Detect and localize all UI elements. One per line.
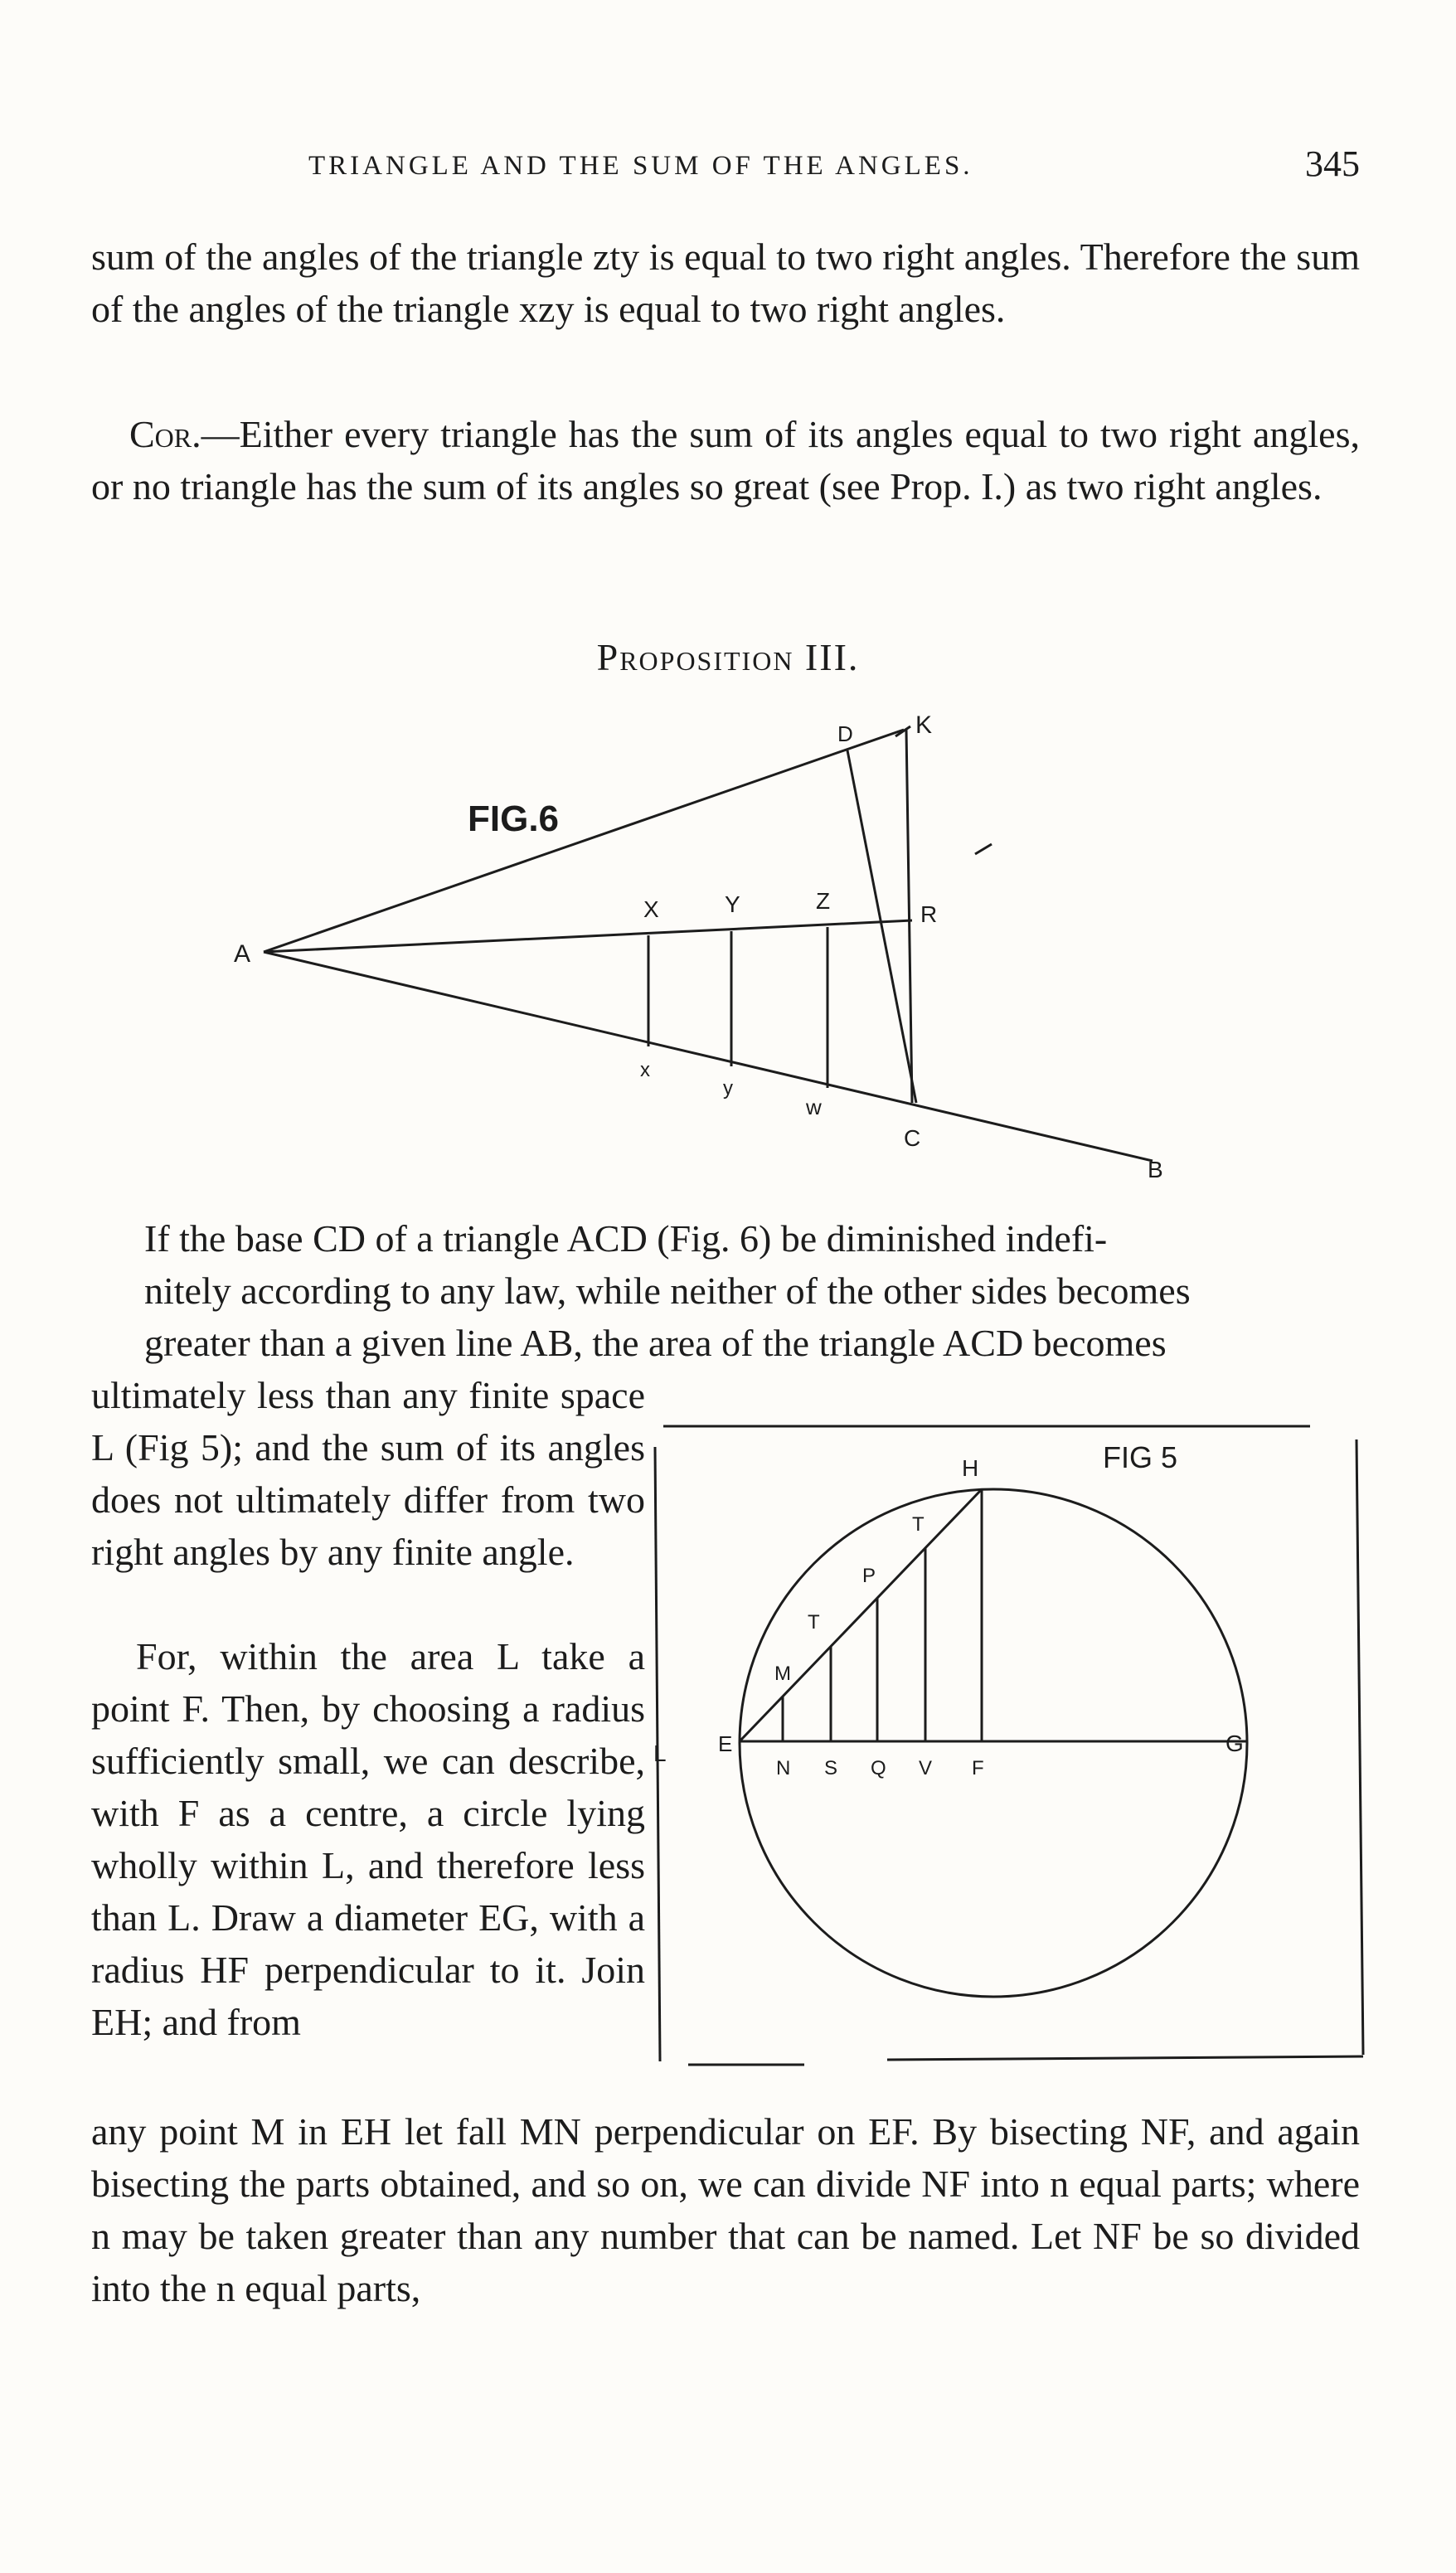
label-y: Y <box>725 891 740 917</box>
circle <box>740 1489 1247 1997</box>
label-f: F <box>972 1757 984 1779</box>
label-v: V <box>919 1757 933 1779</box>
label-x-low: x <box>640 1059 650 1081</box>
fig6-caption: FIG.6 <box>468 799 560 839</box>
corollary-label: Cor. <box>129 413 201 455</box>
label-s: S <box>824 1757 838 1779</box>
label-d: D <box>837 721 853 746</box>
label-t: T <box>808 1611 820 1634</box>
label-e: E <box>718 1731 733 1756</box>
page-number: 345 <box>1305 143 1360 184</box>
fig5-caption: FIG 5 <box>1103 1440 1178 1474</box>
label-n: N <box>776 1757 791 1779</box>
label-q: Q <box>871 1757 886 1779</box>
running-title: TRIANGLE AND THE SUM OF THE ANGLES. <box>308 151 973 181</box>
label-c: C <box>904 1125 921 1151</box>
label-z: Z <box>816 888 831 914</box>
label-m: M <box>774 1663 791 1685</box>
proposition-title: Proposition III. <box>596 636 860 678</box>
label-l: L <box>653 1740 667 1766</box>
frame-right <box>1357 1439 1363 2055</box>
frame-bottom-right <box>887 2056 1363 2060</box>
label-y-low: y <box>723 1077 733 1100</box>
paragraph-final: any point M in EH let fall MN perpendicular on EF. By bisecting NF, and again bisecting the parts obtained, and so on, we can divide NF into n equal parts; where n may be taken greater than any number that can be named. Let NF be so divided into the n equal parts, <box>91 2110 1360 2309</box>
label-g: G <box>1225 1731 1244 1756</box>
corollary-text: —Either every triangle has the sum of its angles equal to two right angles, or no triangle has the sum of its angles so great (see Prop. I.) as two right angles. <box>91 413 1360 507</box>
label-a: A <box>234 940 251 968</box>
statement-continuation: ultimately less than any finite space L (Fig 5); and the sum of its angles does not ultimately differ from two right angles by any finite angle. <box>91 1374 645 1573</box>
label-b: B <box>1148 1157 1163 1182</box>
proof-paragraph: For, within the area L take a point F. Then, by choosing a radius sufficiently small, we can describe, with F as a centre, a circle lying wholly within L, and therefore less than L. Draw a diameter EG, with a radius HF perpendicular to it. Join EH; and from <box>91 1635 645 2043</box>
statement-line-2: nitely according to any law, while neither of the other sides becomes <box>144 1270 1191 1312</box>
paragraph-1: sum of the angles of the triangle zty is equal to two right angles. Therefore the sum of the angles of the triangle xzy is equal to two right angles. <box>91 235 1360 330</box>
label-x: X <box>643 896 659 922</box>
label-w-low: w <box>806 1095 822 1119</box>
label-p: P <box>862 1565 876 1587</box>
label-k: K <box>915 711 933 739</box>
label-t2: T <box>912 1513 925 1536</box>
label-r: R <box>920 901 938 927</box>
statement-line-3: greater than a given line AB, the area of the triangle ACD becomes <box>144 1322 1167 1364</box>
statement-line-1: If the base CD of a triangle ACD (Fig. 6) be diminished indefi- <box>144 1217 1108 1260</box>
label-h: H <box>962 1455 979 1481</box>
